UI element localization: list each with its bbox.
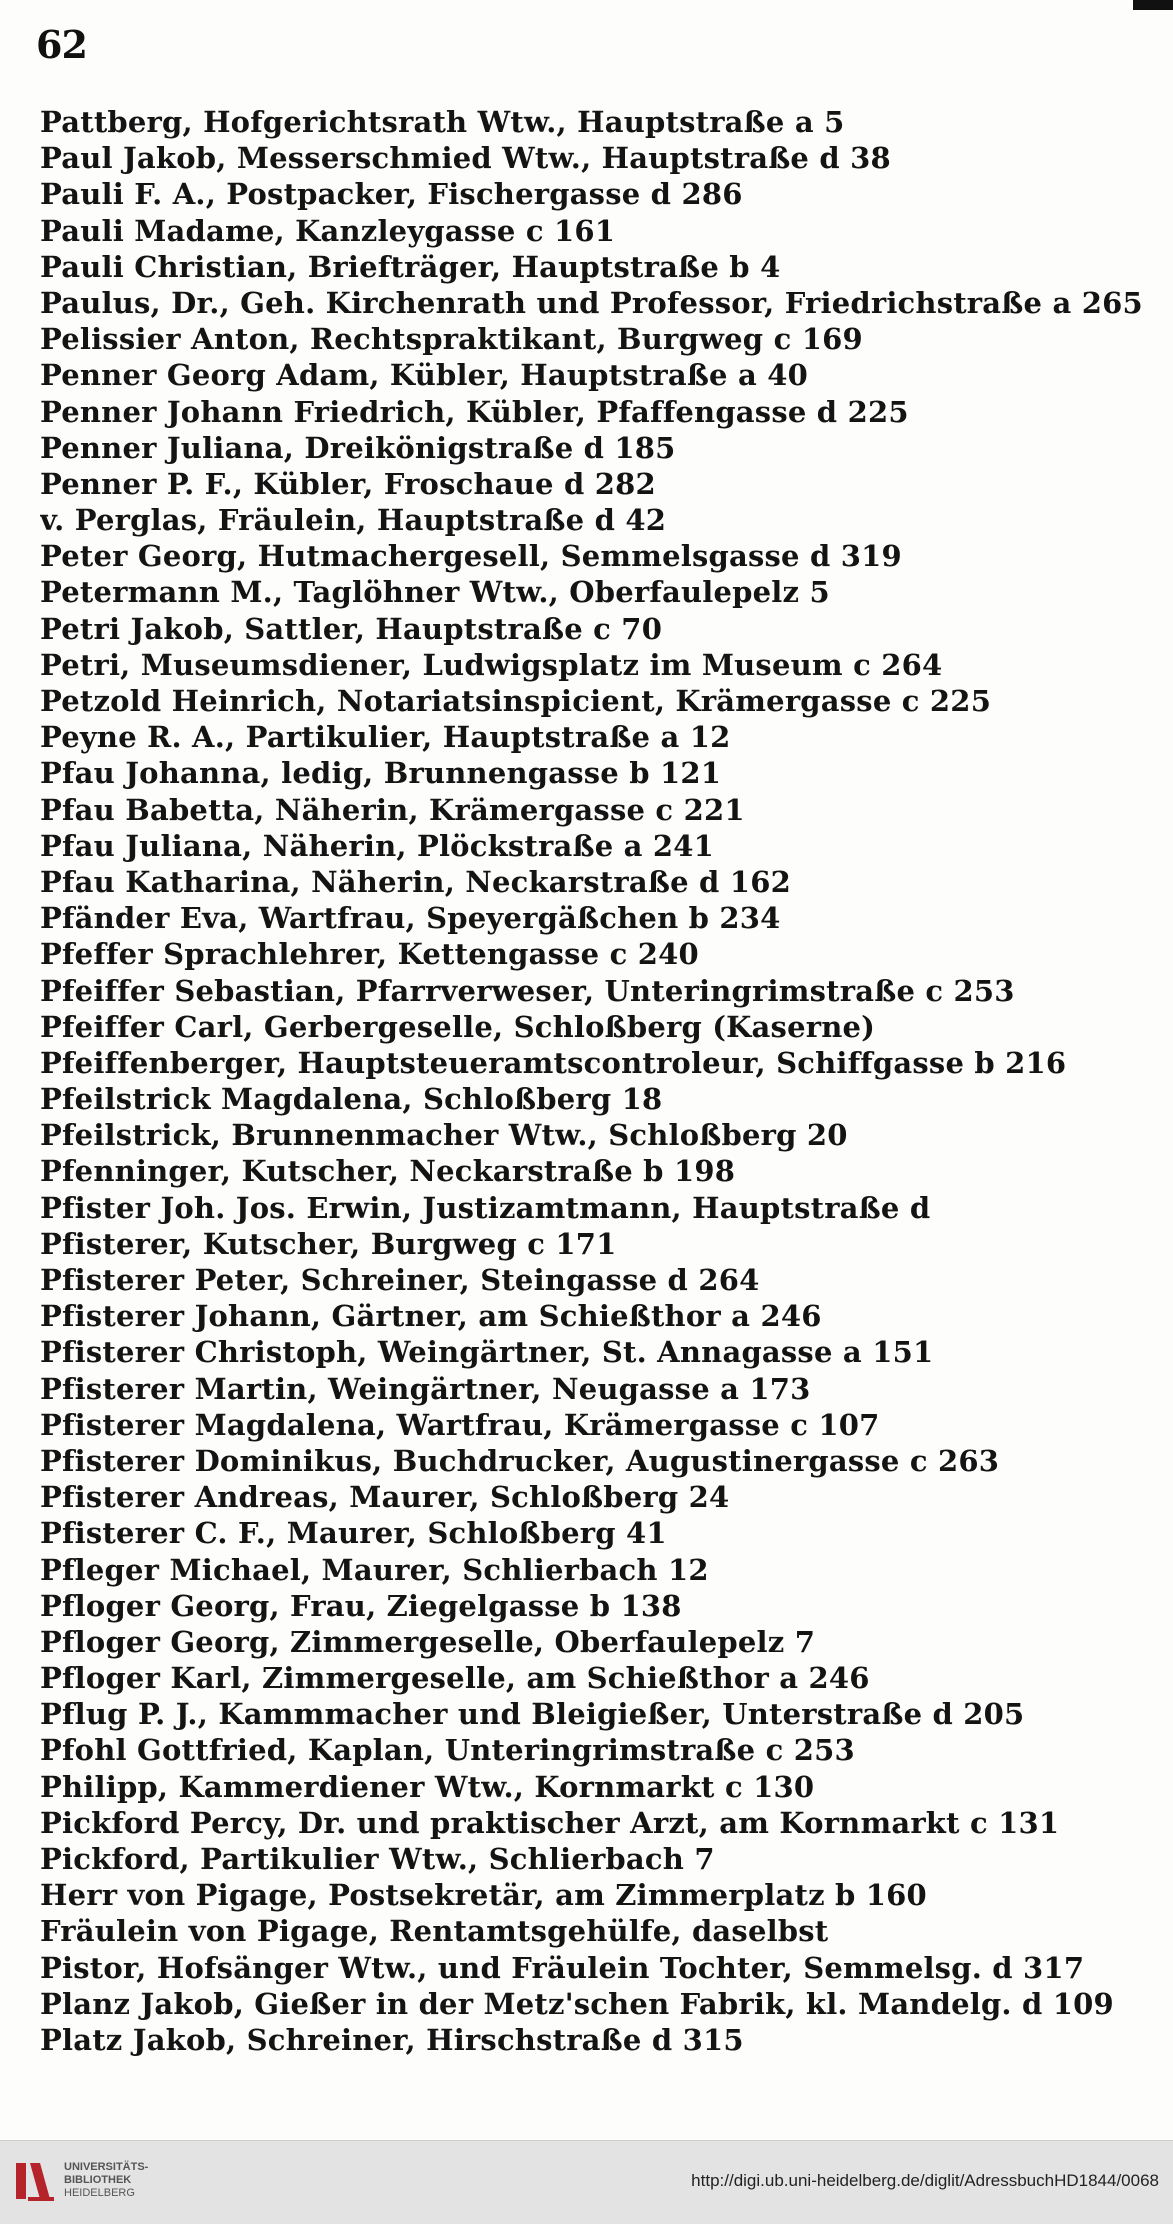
directory-entry: Pickford, Partikulier Wtw., Schlierbach 7 (40, 1842, 715, 1876)
directory-entry: Pfeilstrick, Brunnenmacher Wtw., Schloßberg 20 (40, 1118, 848, 1153)
directory-entry: Pfloger Georg, Zimmergeselle, Oberfaulepelz 7 (40, 1624, 816, 1659)
directory-entry: Pfisterer Peter, Schreiner, Steingasse d 264 (40, 1263, 760, 1297)
directory-entry: Pfisterer Johann, Gärtner, am Schießthor a 246 (40, 1299, 822, 1334)
directory-entry: Petzold Heinrich, Notariatsinspicient, Krämergasse c 225 (40, 684, 992, 718)
directory-entry: Pauli Madame, Kanzleygasse c 161 (40, 213, 616, 248)
directory-entry: Pfeffer Sprachlehrer, Kettengasse c 240 (40, 937, 699, 972)
library-name-line2: BIBLIOTHEK (64, 2174, 132, 2186)
directory-entry: Pfisterer Magdalena, Wartfrau, Krämergasse c 107 (40, 1407, 880, 1442)
directory-entry: Pfeiffenberger, Hauptsteueramtscontroleur, Schiffgasse b 216 (40, 1045, 1067, 1080)
directory-entry: Penner P. F., Kübler, Froschaue d 282 (40, 466, 656, 501)
source-url-link[interactable]: http://digi.ub.uni-heidelberg.de/diglit/AdressbuchHD1844/0068 (691, 2171, 1159, 2190)
directory-entry: Herr von Pigage, Postsekretär, am Zimmerplatz b 160 (40, 1878, 927, 1913)
directory-entry: Petri Jakob, Sattler, Hauptstraße c 70 (40, 611, 663, 646)
directory-entry: Pfau Katharina, Näherin, Neckarstraße d 162 (40, 864, 791, 899)
directory-entry: Pauli F. A., Postpacker, Fischergasse d 286 (40, 177, 743, 212)
directory-entry: Pfeiffer Carl, Gerbergeselle, Schloßberg (Kaserne) (40, 1009, 876, 1044)
directory-entry: Peyne R. A., Partikulier, Hauptstraße a 12 (40, 720, 731, 755)
directory-entry: Pfleger Michael, Maurer, Schlierbach 12 (40, 1552, 709, 1587)
directory-entry: Petermann M., Taglöhner Wtw., Oberfaulepelz 5 (40, 575, 830, 610)
library-name-line3: HEIDELBERG (64, 2187, 135, 2199)
directory-entry: Pfloger Georg, Frau, Ziegelgasse b 138 (40, 1588, 682, 1623)
directory-entry: Pflug P. J., Kammmacher und Bleigießer, Unterstraße d 205 (40, 1697, 1025, 1732)
viewer-footer (0, 2140, 1173, 2224)
directory-entry: Philipp, Kammerdiener Wtw., Kornmarkt c 130 (40, 1769, 815, 1804)
directory-entry: Pfisterer Martin, Weingärtner, Neugasse a 173 (40, 1371, 811, 1406)
library-logo-icon[interactable] (14, 2159, 56, 2203)
directory-entry: Pfisterer Andreas, Maurer, Schloßberg 24 (40, 1480, 730, 1515)
directory-entry: Penner Johann Friedrich, Kübler, Pfaffengasse d 225 (40, 394, 909, 429)
directory-entry: Pfau Juliana, Näherin, Plöckstraße a 241 (40, 828, 715, 863)
library-name (64, 2161, 148, 2200)
directory-entry: Pfeiffer Sebastian, Pfarrverweser, Unteringrimstraße c 253 (40, 973, 1015, 1008)
directory-entry: Planz Jakob, Gießer in der Metz'schen Fabrik, kl. Mandelg. d 109 (40, 1986, 1114, 2021)
directory-entry: Pistor, Hofsänger Wtw., und Fräulein Tochter, Semmelsg. d 317 (40, 1950, 1085, 1985)
directory-entry: Pfisterer C. F., Maurer, Schloßberg 41 (40, 1516, 667, 1551)
directory-entry: Pickford Percy, Dr. und praktischer Arzt, am Kornmarkt c 131 (40, 1805, 1060, 1840)
directory-entry: Pfloger Karl, Zimmergeselle, am Schießthor a 246 (40, 1661, 870, 1696)
directory-entry: Petri, Museumsdiener, Ludwigsplatz im Museum c 264 (40, 647, 943, 682)
directory-entry: Pfenninger, Kutscher, Neckarstraße b 198 (40, 1154, 736, 1189)
library-name-line1: UNIVERSITÄTS- (64, 2161, 149, 2173)
directory-entries (40, 104, 1150, 2058)
directory-entry: Pattberg, Hofgerichtsrath Wtw., Hauptstraße a 5 (40, 105, 845, 139)
directory-entry: Paulus, Dr., Geh. Kirchenrath und Professor, Friedrichstraße a 265 (40, 285, 1143, 320)
directory-entry: Platz Jakob, Schreiner, Hirschstraße d 315 (40, 2022, 744, 2057)
directory-entry: Pfeilstrick Magdalena, Schloßberg 18 (40, 1082, 663, 1117)
directory-entry: Penner Juliana, Dreikönigstraße d 185 (40, 430, 676, 465)
directory-entry: Pfau Babetta, Näherin, Krämergasse c 221 (40, 792, 745, 827)
directory-entry: Pelissier Anton, Rechtspraktikant, Burgweg c 169 (40, 322, 863, 357)
directory-entry: v. Perglas, Fräulein, Hauptstraße d 42 (40, 503, 667, 538)
directory-entry: Pfänder Eva, Wartfrau, Speyergäßchen b 234 (40, 901, 781, 936)
directory-entry: Pfau Johanna, ledig, Brunnengasse b 121 (40, 756, 722, 791)
directory-entry: Pfohl Gottfried, Kaplan, Unteringrimstraße c 253 (40, 1733, 855, 1768)
directory-entry: Pauli Christian, Briefträger, Hauptstraße b 4 (40, 249, 781, 284)
directory-entry: Pfisterer, Kutscher, Burgweg c 171 (40, 1226, 617, 1261)
directory-entry: Pfisterer Christoph, Weingärtner, St. Annagasse a 151 (40, 1335, 934, 1370)
directory-entry: Pfisterer Dominikus, Buchdrucker, Augustinergasse c 263 (40, 1443, 1000, 1478)
scan-corner-mark (1133, 0, 1173, 10)
directory-entry: Peter Georg, Hutmachergesell, Semmelsgasse d 319 (40, 539, 902, 574)
directory-entry: Penner Georg Adam, Kübler, Hauptstraße a 40 (40, 358, 809, 393)
directory-entry: Paul Jakob, Messerschmied Wtw., Hauptstraße d 38 (40, 141, 891, 176)
directory-entry: Pfister Joh. Jos. Erwin, Justizamtmann, Hauptstraße d (40, 1190, 931, 1225)
page-number: 62 (36, 22, 87, 67)
directory-entry: Fräulein von Pigage, Rentamtsgehülfe, daselbst (40, 1914, 829, 1949)
